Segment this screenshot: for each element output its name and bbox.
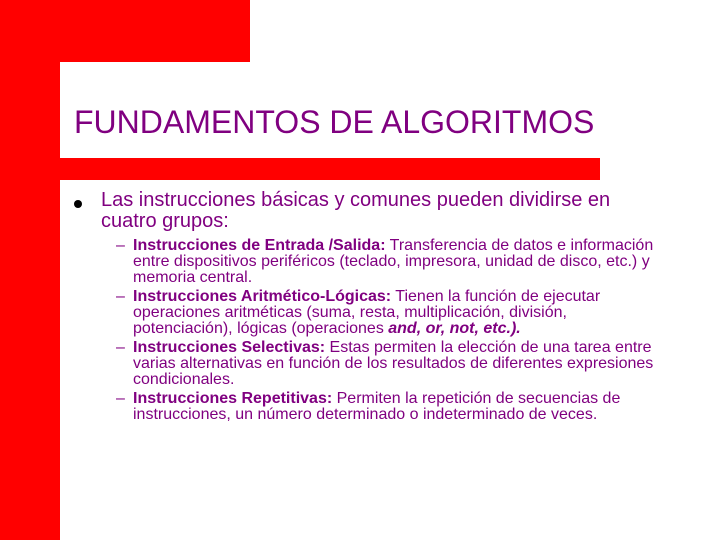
main-bullet-text: Las instrucciones básicas y comunes pueden dividirse en cuatro grupos:	[101, 189, 611, 232]
sub-bullet-item	[116, 238, 664, 286]
sub-bullet-text: Permiten la repetición de secuencias de instrucciones, un número determinado o indeterminado de veces.	[133, 390, 621, 423]
sub-bullet-heading: Instrucciones de Entrada /Salida:	[133, 237, 386, 254]
bullet-dot-icon	[74, 200, 82, 208]
sub-bullet-list	[116, 238, 664, 423]
title-underline-bar	[60, 158, 600, 180]
dash-icon: –	[116, 390, 125, 407]
sub-bullet-emphasis: and, or, not, etc.).	[383, 320, 521, 337]
sub-bullet-heading: Instrucciones Selectivas:	[133, 339, 326, 356]
sub-bullet-item	[116, 391, 664, 423]
slide-title: FUNDAMENTOS DE ALGORITMOS	[74, 104, 595, 140]
slide-content	[74, 190, 664, 426]
sub-bullet-item	[116, 340, 664, 388]
dash-icon: –	[116, 288, 125, 305]
dash-icon: –	[116, 339, 125, 356]
sub-bullet-item	[116, 289, 664, 337]
dash-icon: –	[116, 237, 125, 254]
sub-bullet-text: Estas permiten la elección de una tarea entre varias alternativas en función de los resultados de diferentes expresiones condicionales.	[133, 339, 654, 388]
sub-bullet-heading: Instrucciones Repetitivas:	[133, 390, 333, 407]
sub-bullet-text: Transferencia de datos e información entre dispositivos periféricos (teclado, impresora, unidad de disco, etc.) y memoria central.	[133, 237, 654, 286]
main-bullet	[74, 190, 664, 232]
sub-bullet-heading: Instrucciones Aritmético-Lógicas:	[133, 288, 392, 305]
decorative-red-left-band	[0, 0, 60, 540]
sub-bullet-text: Tienen la función de ejecutar operaciones aritméticas (suma, resta, multiplicación, división, potenciación), lógicas (operaciones	[133, 288, 601, 337]
